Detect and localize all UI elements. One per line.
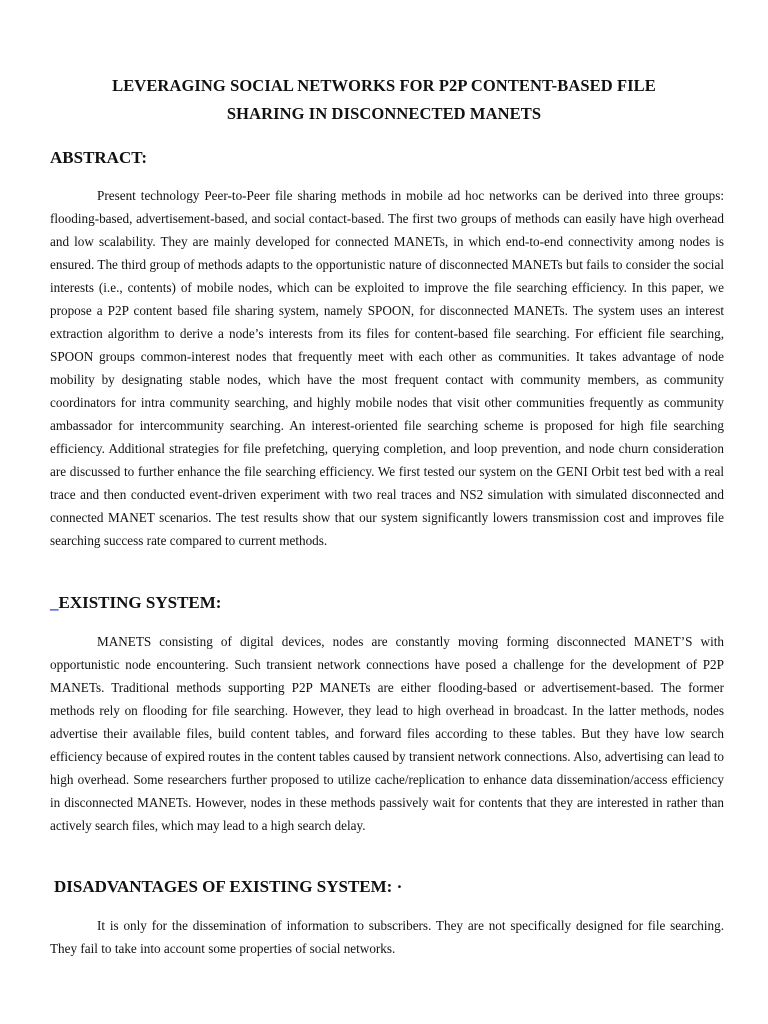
existing-system-heading [50, 592, 221, 614]
disadvantages-heading: DISADVANTAGES OF EXISTING SYSTEM: · [54, 877, 403, 896]
disadvantages-paragraph: It is only for the dissemination of information to subscribers. They are not specifically designed for file searching. They fail to take into account some properties of social networks. [50, 918, 724, 956]
existing-system-paragraph: MANETS consisting of digital devices, nodes are constantly moving forming disconnected MANET’S with opportunistic node encountering. Such transient network connections have posed a challenge for the development of P2P MANETs. Traditional methods supporting P2P MANETs are either flooding-based or advertisement-based. The former methods rely on flooding for file searching. However, they lead to high overhead in broadcast. In the latter methods, nodes advertise their available files, build content tables, and forward files according to these tables. But they have low search efficiency because of expired routes in the content tables caused by transient network connections. Also, advertising can lead to high overhead. Some researchers further proposed to utilize cache/replication to enhance data dissemination/access efficiency in disconnected MANETs. However, nodes in these methods passively wait for contents that they are interested in rather than actively search files, which may lead to a high search delay. [50, 634, 724, 833]
heading-underscore-mark: _ [50, 593, 59, 612]
abstract-heading: ABSTRACT: [50, 148, 147, 167]
abstract-paragraph: Present technology Peer-to-Peer file sharing methods in mobile ad hoc networks can be derived into three groups: flooding-based, advertisement-based, and social contact-based. The first two groups of methods can easily have high overhead and low scalability. They are mainly developed for connected MANETs, in which end-to-end connectivity among nodes is ensured. The third group of methods adapts to the opportunistic nature of disconnected MANETs but fails to consider the social interests (i.e., contents) of mobile nodes, which can be exploited to improve the file searching efficiency. In this paper, we propose a P2P content based file sharing system, namely SPOON, for disconnected MANETs. The system uses an interest extraction algorithm to derive a node’s interests from its files for content-based file searching. For efficient file searching, SPOON groups common-interest nodes that frequently meet with each other as communities. It takes advantage of node mobility by designating stable nodes, which have the most frequent contact with community members, as community coordinators for intra community searching, and highly mobile nodes that visit other communities frequently as community ambassador for intercommunity searching. An interest-oriented file searching scheme is proposed for high file searching efficiency. Additional strategies for file prefetching, querying completion, and loop prevention, and node churn consideration are discussed to further enhance the file searching efficiency. We first tested our system on the GENI Orbit test bed with a real trace and then conducted event-driven experiment with two real traces and NS2 simulation with simulated disconnected and connected MANET scenarios. The test results show that our system significantly lowers transmission cost and improves file searching success rate compared to current methods. [50, 188, 724, 548]
title-line-2: SHARING IN DISCONNECTED MANETS [226, 104, 542, 123]
existing-system-heading-text: EXISTING SYSTEM: [58, 593, 222, 612]
title-line-1: LEVERAGING SOCIAL NETWORKS FOR P2P CONTENT-BASED FILE [112, 76, 656, 95]
document-title [40, 72, 728, 128]
